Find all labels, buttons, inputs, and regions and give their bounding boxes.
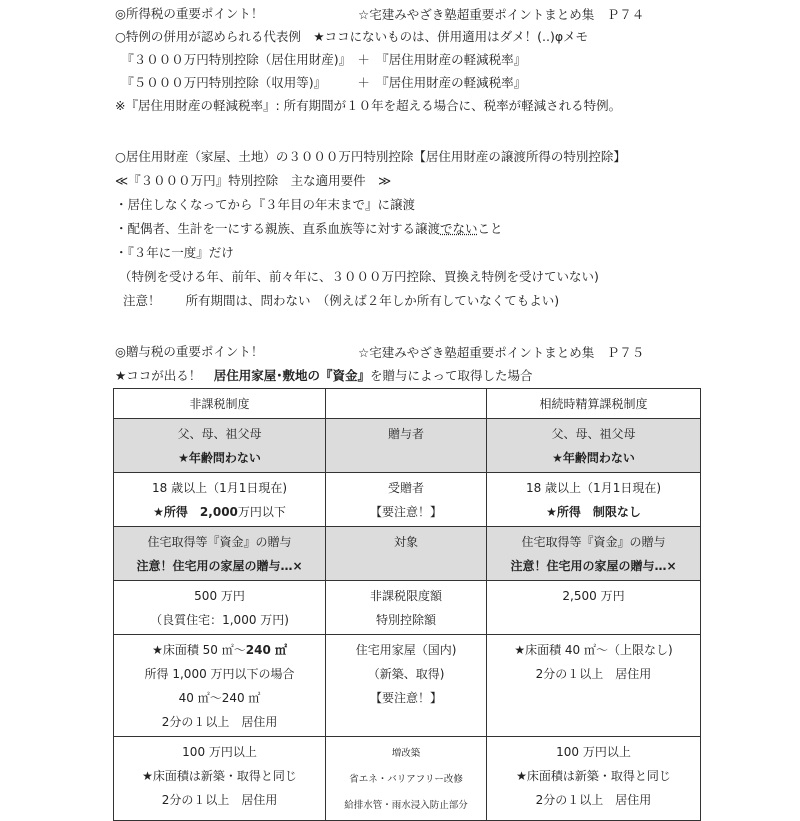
cell-text: 父、母、祖父母 [177, 427, 262, 441]
cell-line [489, 422, 698, 446]
req2-end: こと [477, 221, 503, 236]
cell-line [116, 608, 323, 632]
table-cell [487, 389, 701, 419]
cell-text: （良質住宅：1,000 万円) [150, 613, 289, 627]
cell-line [116, 764, 323, 788]
cell-text: 対象 [394, 535, 419, 549]
table-cell [487, 473, 701, 527]
req2-text: ・配偶者、生計を一にする親族、直系血族等に対する譲渡 [115, 221, 441, 236]
cell-text: 増改築 [391, 748, 421, 759]
section1-title: ◎所得税の重要ポイント！ [115, 6, 264, 21]
table-cell [114, 473, 326, 527]
cell-text: ★所得 2,000 [153, 505, 238, 519]
cell-text: 所得 1,000 万円以下の場合 [144, 667, 295, 681]
cell-text: 2,500 万円 [562, 589, 625, 603]
cell-text: 給排水管・雨水浸入防止部分 [344, 800, 468, 811]
cell-text: 注意！住宅用の家屋の贈与…× [136, 559, 303, 573]
cell-text: 18 歳以上（1月1日現在) [525, 481, 662, 495]
section3-source: ☆宅建みやざき塾超重要ポイントまとめ集 Ｐ７５ [358, 345, 645, 360]
cell-text: 【要注意！】 [370, 691, 443, 705]
table-cell [326, 527, 487, 581]
cell-text: 省エネ・バリアフリー改修 [349, 774, 463, 785]
table-cell [487, 527, 701, 581]
cell-text: 注意！住宅用の家屋の贈与…× [510, 559, 677, 573]
cell-line [116, 686, 323, 710]
cell-text: 受贈者 [388, 481, 425, 495]
section3-lead [115, 367, 533, 385]
cell-line [489, 476, 698, 500]
table-cell [114, 581, 326, 635]
cell-text: 500 万円 [194, 589, 245, 603]
cell-line [489, 584, 698, 608]
cell-line [489, 788, 698, 812]
cell-line [328, 638, 484, 662]
cell-line [489, 662, 698, 686]
table-cell [326, 581, 487, 635]
table-cell [326, 419, 487, 473]
table-cell [114, 389, 326, 419]
section1-line: 『５０００万円特別控除（収用等)』 ＋ 『居住用財産の軽減税率』 [115, 75, 527, 90]
table-cell [326, 635, 487, 737]
cell-line [328, 608, 484, 632]
cell-text: 2分の１以上 居住用 [161, 793, 278, 807]
caution-note: 注意！ 所有期間は、問わない （例えば２年しか所有していなくてもよい) [115, 293, 560, 308]
table-cell [326, 473, 487, 527]
lead-bold: 居住用家屋･敷地の『資金』 [213, 368, 370, 383]
cell-text: ★年齢問わない [552, 451, 635, 465]
section2-heading: ○居住用財産（家屋、土地）の３０００万円特別控除【居住用財産の譲渡所得の特別控除】 [115, 149, 626, 164]
table-row [114, 635, 701, 737]
cell-line [328, 530, 484, 554]
cell-line [116, 530, 323, 554]
cell-text: ★床面積は新築・取得と同じ [516, 769, 671, 783]
cell-text: 住宅取得等『資金』の贈与 [521, 535, 666, 549]
cell-line [116, 446, 323, 470]
cell-line [116, 392, 323, 416]
table-row [114, 527, 701, 581]
cell-text: 100 万円以上 [182, 745, 257, 759]
table-row [114, 737, 701, 821]
section1-line: 『３０００万円特別控除（居住用財産)』 ＋ 『居住用財産の軽減税率』 [115, 52, 527, 67]
cell-line [489, 530, 698, 554]
cell-text: 住宅用家屋（国内) [355, 643, 457, 657]
cell-line [328, 766, 484, 792]
cell-line [489, 392, 698, 416]
cell-text: 【要注意！】 [370, 505, 443, 519]
cell-line [116, 422, 323, 446]
cell-line [489, 554, 698, 578]
cell-line [489, 740, 698, 764]
cell-line [489, 764, 698, 788]
cell-line [116, 788, 323, 812]
section1-line: ○特例の併用が認められる代表例 ★ココにないものは、併用適用はダメ！(..)φメモ [115, 29, 589, 44]
table-row [114, 473, 701, 527]
lead-star: ★ココが出る！ [115, 368, 214, 383]
cell-text: 特別控除額 [376, 613, 437, 627]
cell-line [116, 476, 323, 500]
table-cell [326, 737, 487, 821]
cell-text: 240 ㎡ [245, 643, 287, 657]
cell-text: ★床面積 50 ㎡〜 [152, 643, 246, 657]
cell-line [328, 392, 484, 416]
section1-line: ※『居住用財産の軽減税率』: 所有期間が１０年を超える場合に、税率が軽減される特例。 [115, 98, 622, 113]
lead-rest: を贈与によって取得した場合 [369, 368, 533, 383]
cell-line [116, 638, 323, 662]
cell-text: ★床面積 40 ㎡〜（上限なし) [514, 643, 673, 657]
cell-line [328, 792, 484, 818]
table-cell [114, 635, 326, 737]
cell-line [328, 584, 484, 608]
cell-text: 相続時精算課税制度 [539, 397, 648, 411]
cell-line [328, 740, 484, 766]
cell-text: 100 万円以上 [556, 745, 631, 759]
req2-underlined: でない [440, 221, 478, 236]
table-cell [114, 419, 326, 473]
cell-text: 2分の１以上 居住用 [535, 793, 652, 807]
cell-line [116, 500, 323, 524]
table-row [114, 419, 701, 473]
table-row [114, 389, 701, 419]
requirement-note: （特例を受ける年、前年、前々年に、３０００万円控除、買換え特例を受けていない) [115, 269, 599, 284]
cell-line [328, 500, 484, 524]
cell-text: 非課税制度 [189, 397, 250, 411]
cell-line [328, 476, 484, 500]
cell-line [489, 638, 698, 662]
cell-text: 2分の１以上 居住用 [535, 667, 652, 681]
section3-title: ◎贈与税の重要ポイント！ [115, 344, 264, 359]
requirement-2 [115, 220, 503, 238]
cell-text: 贈与者 [388, 427, 425, 441]
cell-text: 40 ㎡〜240 ㎡ [178, 691, 261, 705]
cell-text: （新築、取得) [367, 667, 445, 681]
table-row [114, 581, 701, 635]
table-cell [487, 419, 701, 473]
gift-tax-comparison-table [113, 388, 701, 821]
cell-text: 父、母、祖父母 [551, 427, 636, 441]
table-cell [114, 527, 326, 581]
cell-text: ★床面積は新築・取得と同じ [142, 769, 297, 783]
cell-text: 万円以下 [237, 505, 286, 519]
section1-source: ☆宅建みやざき塾超重要ポイントまとめ集 Ｐ７４ [358, 7, 645, 22]
cell-line [116, 554, 323, 578]
section2-subheading: ≪『３０００万円』特別控除 主な適用要件 ≫ [115, 173, 392, 188]
cell-text: 18 歳以上（1月1日現在) [152, 481, 288, 495]
requirement-1: ・居住しなくなってから『３年目の年末まで』に譲渡 [115, 197, 416, 212]
cell-line [328, 662, 484, 686]
cell-text: ★所得 制限なし [546, 505, 641, 519]
cell-line [328, 686, 484, 710]
table-cell [326, 389, 487, 419]
cell-text: 2分の１以上 居住用 [161, 715, 278, 729]
cell-line [116, 740, 323, 764]
cell-text: 住宅取得等『資金』の贈与 [147, 535, 292, 549]
table-cell [114, 737, 326, 821]
cell-line [116, 584, 323, 608]
table-cell [487, 737, 701, 821]
cell-line [328, 422, 484, 446]
cell-text: ★年齢問わない [178, 451, 261, 465]
cell-line [489, 446, 698, 470]
requirement-3: ・『３年に一度』だけ [115, 245, 234, 260]
cell-line [116, 710, 323, 734]
table-cell [487, 635, 701, 737]
table-cell [487, 581, 701, 635]
cell-text: 非課税限度額 [370, 589, 443, 603]
cell-line [116, 662, 323, 686]
cell-line [489, 500, 698, 524]
